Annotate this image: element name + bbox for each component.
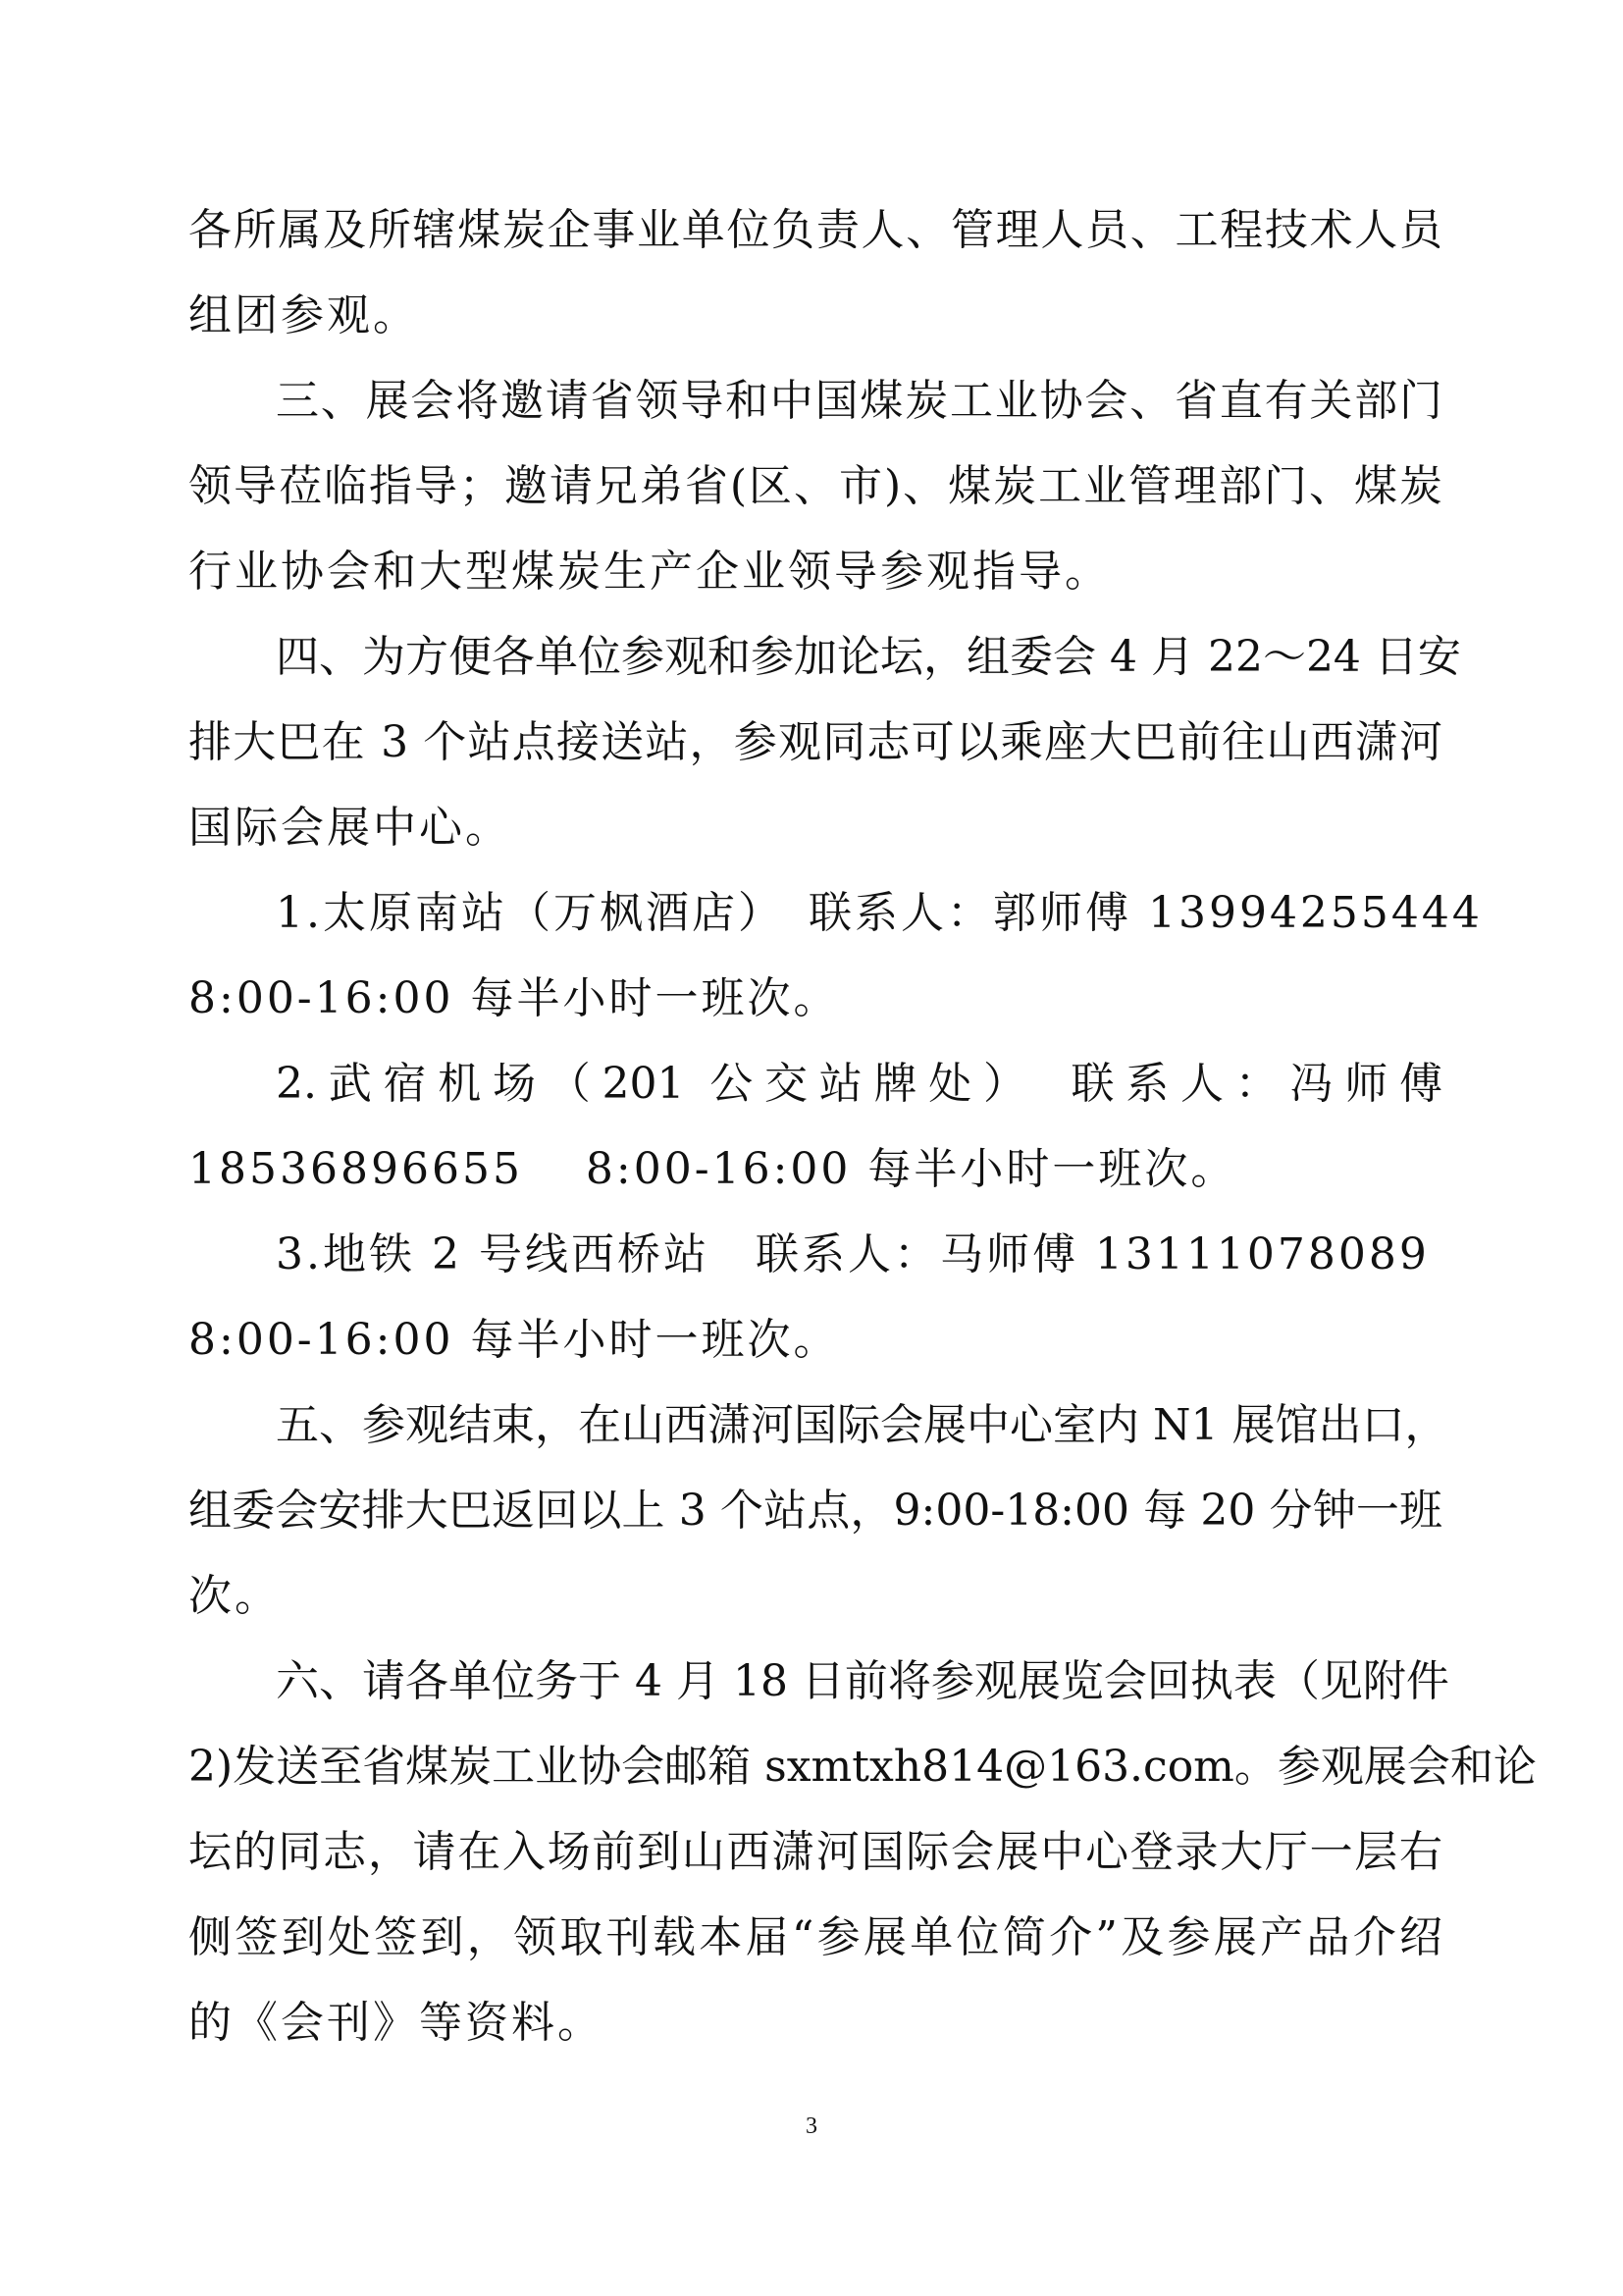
section-six-line: 六、请各单位务于 4 月 18 日前将参观展览会回执表（见附件 [276,1656,1449,1706]
body-text-line: 行业协会和大型煤炭生产企业领导参观指导。 [188,547,1111,597]
station-item-3: 3.地铁 2 号线西桥站 联系人：马师傅 13111078089 [276,1229,1430,1279]
body-text-line: 次。 [188,1571,281,1621]
section-four-line: 四、为方便各单位参观和参加论坛，组委会 4 月 22～24 日安 [276,632,1461,682]
page-number: 3 [806,2113,817,2139]
station-schedule-1: 8:00-16:00 每半小时一班次。 [188,973,840,1023]
body-text-line: 组委会安排大巴返回以上 3 个站点，9:00-18:00 每 20 分钟一班 [188,1486,1442,1536]
body-text-line: 国际会展中心。 [188,803,511,853]
station-schedule-3: 8:00-16:00 每半小时一班次。 [188,1315,840,1365]
body-text-line: 2)发送至省煤炭工业协会邮箱 sxmtxh814@163.com。参观展会和论 [188,1742,1537,1792]
body-text-line: 组团参观。 [188,290,419,340]
section-five-line: 五、参观结束，在山西潇河国际会展中心室内 N1 展馆出口， [276,1400,1448,1450]
body-text-line: 侧签到处签到，领取刊载本届“参展单位简介”及参展产品介绍 [188,1912,1442,1962]
body-text-line: 领导莅临指导；邀请兄弟省(区、市)、煤炭工业管理部门、煤炭 [188,461,1442,511]
section-three-line: 三、展会将邀请省领导和中国煤炭工业协会、省直有关部门 [276,376,1442,426]
station-item-1: 1.太原南站（万枫酒店） 联系人：郭师傅 13994255444 [276,888,1483,938]
body-text-line: 坛的同志，请在入场前到山西潇河国际会展中心登录大厅一层右 [188,1827,1442,1877]
body-text-line: 的《会刊》等资料。 [188,1998,603,2048]
station-item-2: 2.武宿机场（201 公交站牌处） 联系人：冯师傅 [276,1059,1442,1109]
body-text-line: 排大巴在 3 个站点接送站，参观同志可以乘座大巴前往山西潇河 [188,717,1442,767]
body-text-line: 各所属及所辖煤炭企事业单位负责人、管理人员、工程技术人员 [188,205,1442,255]
station-schedule-2: 18536896655 8:00-16:00 每半小时一班次。 [188,1144,1237,1194]
